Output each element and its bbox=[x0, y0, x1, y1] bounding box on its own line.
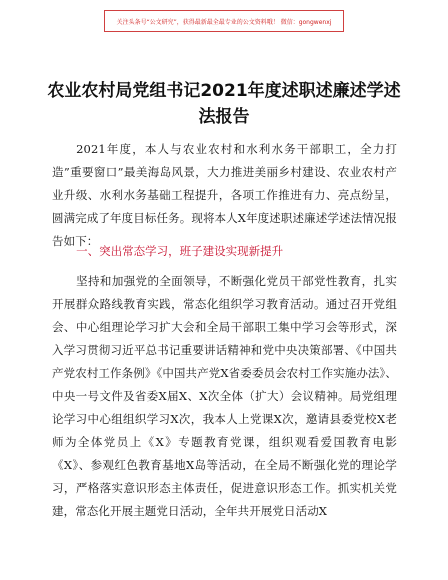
promo-banner-text: 关注头条号“公文研究”，获得最新最全最专业的公文资料哦！ 微信：gongwenxj bbox=[116, 18, 332, 26]
section-heading-1: 一、突出常态学习，班子建设实现新提升 bbox=[76, 244, 284, 258]
promo-banner bbox=[104, 10, 344, 32]
document-title: 农业农村局党组书记2021年度述职述廉述学述法报告 bbox=[47, 81, 401, 127]
section-1-paragraph: 坚持和加强党的全面领导，不断强化党员干部党性教育，扎实开展群众路线教育实践，常态化组织学习教育活动。通过召开党组会、中心组理论学习扩大会和全局干部职工集中学习会等形式，深入学习贯彻习近平总书记重要讲话精神和党中央决策部署、《中国共产党农村工作条例》《中国共产党X省委委员会农村工作实施办法》、中央一号文件及省委X届X、X次全体（扩大）会议精神。局党组理论学习中心组组织学习X次，我本人上党课X次，邀请县委党校X老师为全体党员上《X》专题教育党课，组织观看爱国教育电影《X》、参观红色教育基地X岛等活动，在全局不断强化党的理论学习，严格落实意识形态主体责任，促进意识形态工作。抓实机关党建，常态化开展主题党日活动，全年共开展党日活动X bbox=[52, 274, 397, 518]
intro-paragraph: 2021年度，本人与农业农村和水利水务干部职工，全力打造”重要窗口”最美海岛风景，大力推进美丽乡村建设、农业农村产业升级、水利水务基础工程提升，各项工作推进有力、亮点纷呈，圆满完成了年度目标任务。现将本人X年度述职述廉述学述法情况报告如下： bbox=[52, 142, 397, 248]
